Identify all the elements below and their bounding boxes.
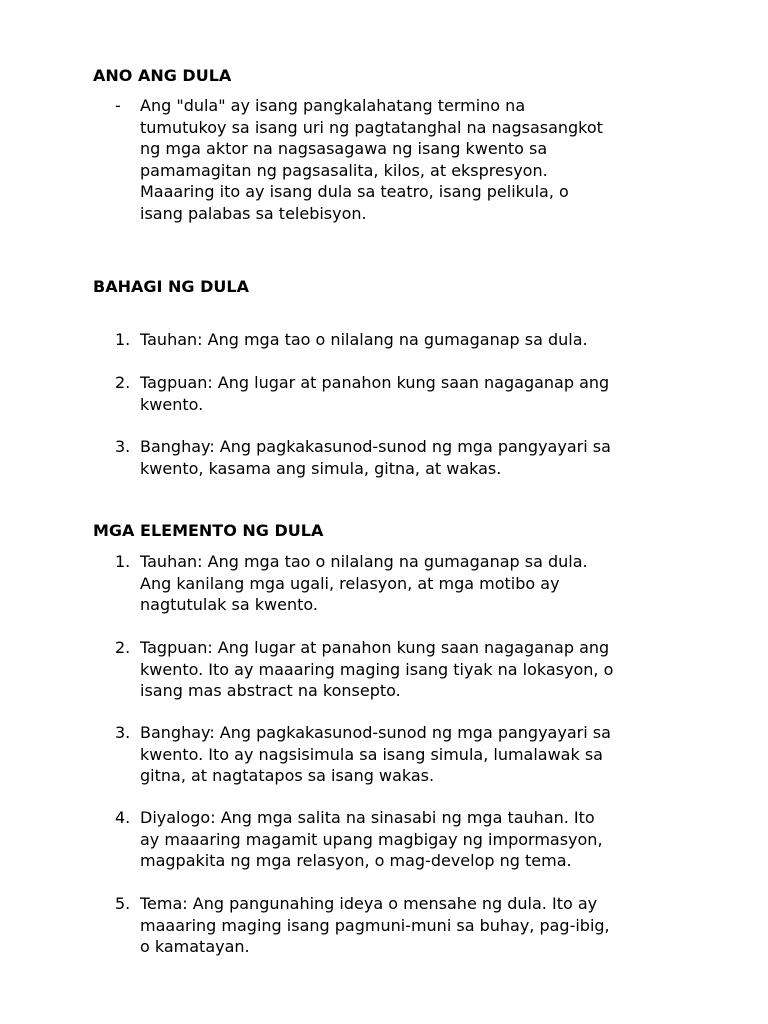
list-marker: - (115, 96, 121, 115)
list-marker: 2. (115, 373, 131, 392)
list-item-text: Tauhan: Ang mga tao o nilalang na gumaganap sa dula. Ang kanilang mga ugali, relasyon, at mga motibo ay nagtutulak sa kwento. (140, 552, 588, 614)
list-item (115, 722, 685, 787)
list-item (115, 95, 685, 224)
list-item-text: Tema: Ang pangunahing ideya o mensahe ng dula. Ito ay maaaring maging isang pagmuni-muni sa buhay, pag-ibig, o kamatayan. (140, 894, 610, 956)
list-marker: 5. (115, 894, 131, 913)
list-marker: 1. (115, 330, 131, 349)
list-item-text: Diyalogo: Ang mga salita na sinasabi ng mga tauhan. Ito ay maaaring magamit upang magbigay ng impormasyon, magpakita ng mga relasyon, o mag-develop ng tema. (140, 808, 603, 870)
list-item (115, 637, 685, 702)
list-item-text: Ang "dula" ay isang pangkalahatang termino na tumutukoy sa isang uri ng pagtatanghal na nagsasangkot ng mga aktor na nagsasagawa ng isang kwento sa pamamagitan ng pagsasalita, kilos, at ekspresyon. Maaaring ito ay isang dula sa teatro, isang pelikula, o isang palabas sa telebisyon. (140, 96, 603, 223)
list-item (115, 436, 685, 479)
list-item-text: Tagpuan: Ang lugar at panahon kung saan nagaganap ang kwento. Ito ay maaaring maging isang tiyak na lokasyon, o isang mas abstract na konsepto. (140, 638, 614, 700)
list-marker: 3. (115, 723, 131, 742)
list-item (115, 893, 685, 958)
list-item-text: Tagpuan: Ang lugar at panahon kung saan nagaganap ang kwento. (140, 373, 610, 414)
list-item (115, 329, 685, 351)
list-marker: 2. (115, 638, 131, 657)
list-item (115, 372, 685, 415)
section-heading-bahagi-ng-dula: BAHAGI NG DULA (93, 277, 249, 296)
section-heading-ano-ang-dula: ANO ANG DULA (93, 66, 232, 85)
list-item (115, 551, 685, 616)
list-marker: 4. (115, 808, 131, 827)
list-marker: 3. (115, 437, 131, 456)
section-heading-mga-elemento-ng-dula: MGA ELEMENTO NG DULA (93, 521, 324, 540)
list-item-text: Tauhan: Ang mga tao o nilalang na gumaganap sa dula. (140, 330, 588, 349)
list-item-text: Banghay: Ang pagkakasunod-sunod ng mga pangyayari sa kwento, kasama ang simula, gitna, at wakas. (140, 437, 611, 478)
list-marker: 1. (115, 552, 131, 571)
list-item-text: Banghay: Ang pagkakasunod-sunod ng mga pangyayari sa kwento. Ito ay nagsisimula sa isang simula, lumalawak sa gitna, at nagtatapos sa isang wakas. (140, 723, 611, 785)
list-item (115, 807, 685, 872)
